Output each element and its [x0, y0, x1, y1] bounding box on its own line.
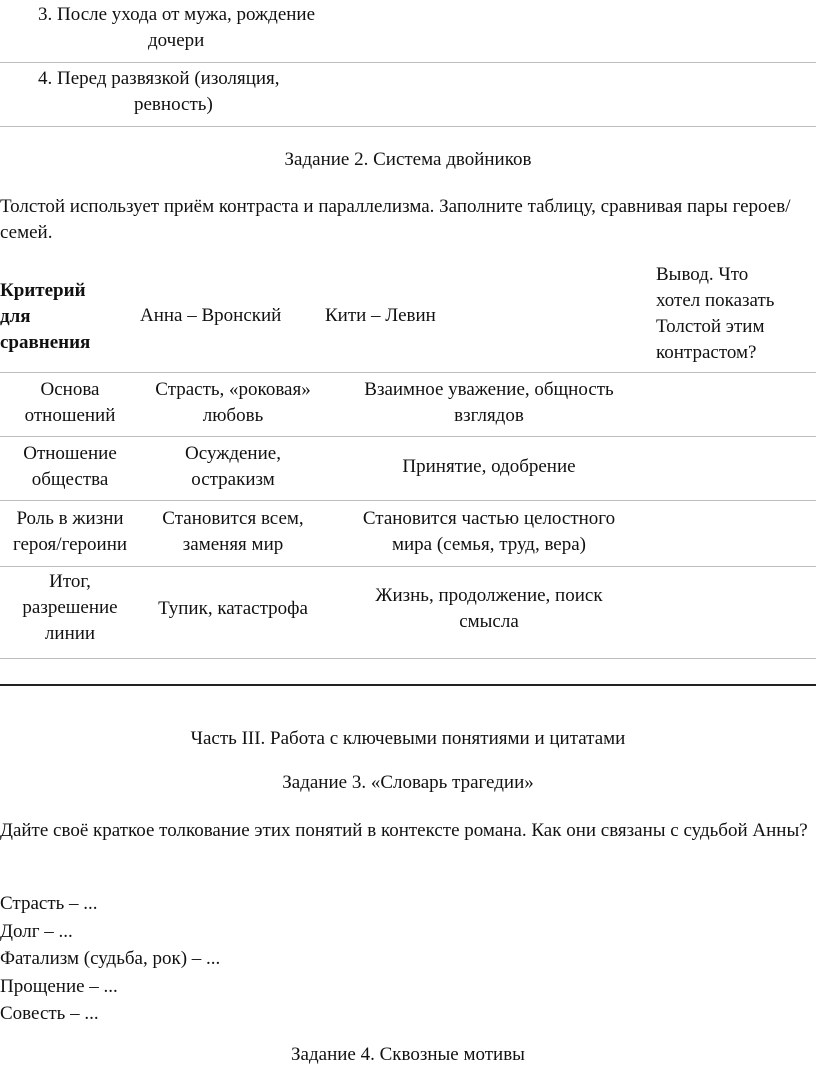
cell-line: Итог,: [49, 571, 91, 592]
cell-line: остракизм: [191, 469, 275, 490]
row-pair1: [138, 506, 328, 558]
task3-intro: Дайте своё краткое толкование этих понятий в контексте романа. Как они связаны с судьбой Анны?: [0, 820, 808, 841]
divider: [0, 62, 816, 63]
term-item: Долг – ...: [0, 920, 73, 942]
terms-list: [0, 890, 220, 1028]
task2-title: Задание 2. Система двойников: [284, 149, 532, 170]
divider: [0, 658, 816, 659]
row-pair1: [138, 377, 328, 429]
row-criterion: [0, 569, 140, 647]
cell-line: Становится всем,: [162, 508, 304, 529]
row-criterion: [0, 506, 140, 558]
cell-line: Становится частью целостного: [362, 508, 616, 529]
cell-line: отношений: [24, 405, 116, 426]
row-pair1: [138, 596, 328, 622]
task3-title: Задание 3. «Словарь трагедии»: [282, 772, 534, 793]
row-3-line1: 3. После ухода от мужа, рождение: [38, 4, 316, 25]
row-pair2: [330, 454, 648, 480]
cell-line: Страсть, «роковая»: [155, 379, 311, 400]
row-criterion: [0, 377, 140, 429]
task2-intro: Толстой использует приём контраста и параллелизма. Заполните таблицу, сравнивая пары героев/семей.: [0, 196, 791, 243]
header-conclusion: [656, 262, 774, 366]
header-criterion-line: Критерий: [0, 280, 86, 301]
header-criterion-line: для: [0, 306, 31, 327]
header-conclusion-line: хотел показать: [656, 290, 775, 311]
cell-line: Основа: [40, 379, 100, 400]
header-pair1: Анна – Вронский: [140, 305, 282, 326]
row-pair1: [138, 441, 328, 493]
divider: [0, 372, 816, 373]
term-item: Страсть – ...: [0, 893, 98, 914]
task4-title: Задание 4. Сквозные мотивы: [291, 1044, 525, 1065]
cell-line: Принятие, одобрение: [402, 456, 576, 477]
cell-line: Роль в жизни: [16, 508, 124, 529]
cell-line: общества: [31, 469, 109, 490]
header-criterion-line: сравнения: [0, 332, 91, 353]
cell-line: Отношение: [23, 443, 117, 464]
row-pair2: [330, 377, 648, 429]
divider: [0, 500, 816, 501]
cell-line: линии: [44, 623, 96, 644]
row-criterion: [0, 441, 140, 493]
cell-line: любовь: [202, 405, 264, 426]
term-item: Фатализм (судьба, рок) – ...: [0, 948, 221, 969]
row-3-line2: дочери: [148, 30, 205, 51]
term-item: Совесть – ...: [0, 1003, 99, 1024]
row-pair2: [330, 506, 648, 558]
divider: [0, 566, 816, 567]
cell-line: Взаимное уважение, общность: [364, 379, 614, 400]
divider: [0, 126, 816, 127]
row-4-line2: ревность): [134, 94, 213, 115]
cell-line: взглядов: [454, 405, 524, 426]
row-4-line1: 4. Перед развязкой (изоляция,: [38, 68, 280, 89]
cell-line: заменяя мир: [182, 534, 284, 555]
section-divider: [0, 684, 816, 686]
header-conclusion-line: контрастом?: [656, 342, 757, 363]
divider: [0, 436, 816, 437]
cell-line: разрешение: [22, 597, 118, 618]
cell-line: смысла: [459, 611, 519, 632]
cell-line: Жизнь, продолжение, поиск: [375, 585, 603, 606]
cell-line: Осуждение,: [185, 443, 281, 464]
header-conclusion-line: Вывод. Что: [656, 264, 749, 285]
cell-line: героя/героини: [12, 534, 128, 555]
header-pair2: Кити – Левин: [325, 305, 436, 326]
header-criterion: [0, 278, 90, 356]
cell-line: Тупик, катастрофа: [158, 598, 308, 619]
header-conclusion-line: Толстой этим: [656, 316, 765, 337]
row-pair2: [330, 583, 648, 635]
term-item: Прощение – ...: [0, 975, 118, 997]
part3-title: Часть III. Работа с ключевыми понятиями и цитатами: [190, 728, 626, 749]
cell-line: мира (семья, труд, вера): [391, 534, 587, 555]
